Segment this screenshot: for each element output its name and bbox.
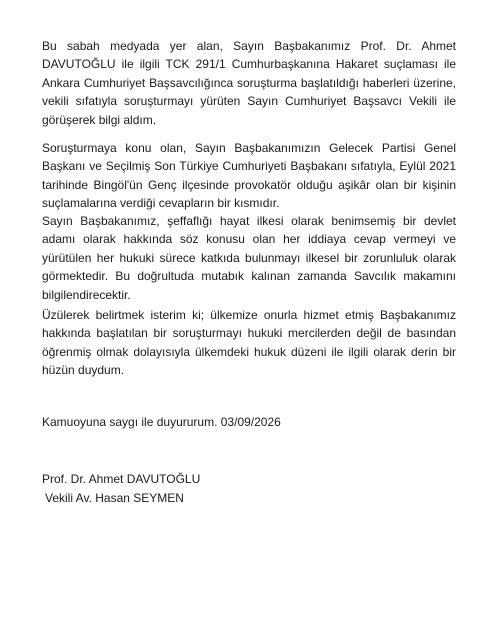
paragraph-investigation-subject: Soruşturmaya konu olan, Sayın Başbakanımızın Gelecek Partisi Genel Başkanı ve Seçilmiş Son Türkiye Cumhuriyeti Başbakanı sıfatıyla, Eylül 2021 tarihinde Bingöl'ün Genç ilçesinde provokatör olduğu aşikâr olan bir kişinin suçlamalarına verdiği cevapların bir kısmıdır.: [42, 141, 456, 211]
closing-announcement: Kamuoyuna saygı ile duyururum. 03/09/2026: [42, 415, 281, 429]
paragraph-investigation-notice: Bu sabah medyada yer alan, Sayın Başbakanımız Prof. Dr. Ahmet DAVUTOĞLU ile ilgili TCK 291/1 Cumhurbaşkanına Hakaret suçlaması ile Ankara Cumhuriyet Başsavcılığınca soruşturma başlatıldığı haberleri üzerine, vekili sıfatıyla soruşturmayı yürüten Sayın Cumhuriyet Başsavcı Vekili ile görüşerek bilgi aldım.: [42, 39, 456, 127]
paragraph-regret-statement: Üzülerek belirtmek isterim ki; ülkemize onurla hizmet etmiş Başbakanımız hakkında başlatılan bir soruşturmayı hukuki mercilerden değil de basından öğrenmiş olmak dolayısıyla ülkemdeki hukuk düzeni ile ilgili olarak derin bir hüzün duydum.: [42, 308, 456, 378]
paragraph-transparency-statement: Sayın Başbakanımız, şeffaflığı hayat ilkesi olarak benimsemiş bir devlet adamı olarak hakkında söz konusu olan her iddiaya cevap vermeyi ve yürütülen her hukuki sürece katkıda bulunmayı ilkesel bir zorunluluk olarak görmektedir. Bu doğrultuda mutabık kalınan zamanda Savcılık makamını bilgilendirecektir.: [42, 214, 456, 302]
signature-attorney-name: Vekili Av. Hasan SEYMEN: [45, 491, 184, 505]
signature-principal-name: Prof. Dr. Ahmet DAVUTOĞLU: [42, 472, 201, 486]
